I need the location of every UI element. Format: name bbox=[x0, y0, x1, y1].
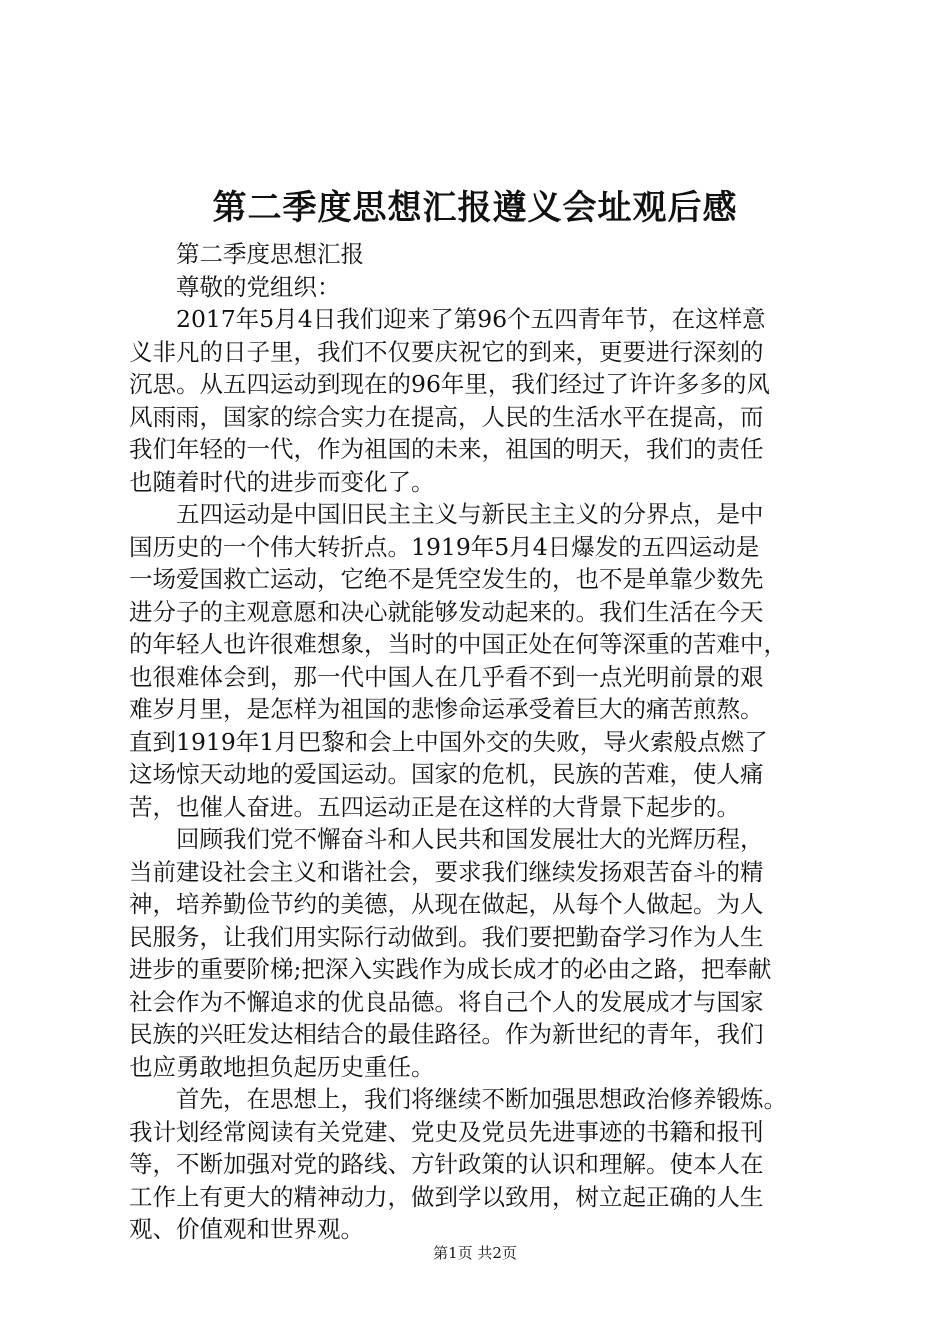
body-line: 这场惊天动地的爱国运动。国家的危机，民族的苦难，使人痛 bbox=[129, 760, 764, 788]
body-line: 进步的重要阶梯;把深入实践作为成长成才的必由之路，把奉献 bbox=[129, 955, 772, 983]
body-line: 也随着时代的进步而变化了。 bbox=[129, 467, 435, 496]
body-line: 也应勇敢地担负起历史重任。 bbox=[129, 1052, 435, 1081]
body-line: 风雨雨，国家的综合实力在提高，人民的生活水平在提高，而 bbox=[129, 402, 764, 431]
body-line: 回顾我们党不懈奋斗和人民共和国发展壮大的光辉历程， bbox=[176, 825, 764, 853]
body-line: 苦，也催人奋进。五四运动正是在这样的大背景下起步的。 bbox=[129, 792, 740, 821]
body-line: 尊敬的党组织： bbox=[176, 272, 341, 301]
body-line: 五四运动是中国旧民主主义与新民主主义的分界点，是中 bbox=[176, 500, 764, 528]
body-line: 义非凡的日子里，我们不仅要庆祝它的到来，更要进行深刻的 bbox=[129, 337, 764, 366]
body-line: 进分子的主观意愿和决心就能够发动起来的。我们生活在今天 bbox=[129, 597, 764, 626]
page-footer: 第1页 共2页 bbox=[433, 1244, 517, 1262]
body-line: 的年轻人也许很难想象，当时的中国正处在何等深重的苦难中， bbox=[129, 630, 787, 658]
body-line: 观、价值观和世界观。 bbox=[129, 1215, 364, 1243]
body-line: 第二季度思想汇报 bbox=[176, 240, 364, 268]
body-line: 民族的兴旺发达相结合的最佳路径。作为新世纪的青年，我们 bbox=[129, 1020, 764, 1048]
body-line: 难岁月里，是怎样为祖国的悲惨命运承受着巨大的痛苦煎熬。 bbox=[129, 695, 764, 723]
body-line: 社会作为不懈追求的优良品德。将自己个人的发展成才与国家 bbox=[129, 987, 764, 1016]
body-line: 神，培养勤俭节约的美德，从现在做起，从每个人做起。为人 bbox=[129, 890, 764, 918]
body-line: 直到1919年1月巴黎和会上中国外交的失败，导火索般点燃了 bbox=[129, 727, 768, 756]
body-line: 民服务，让我们用实际行动做到。我们要把勤奋学习作为人生 bbox=[129, 922, 764, 951]
body-line: 一场爱国救亡运动，它绝不是凭空发生的，也不是单靠少数先 bbox=[129, 565, 764, 593]
document-body bbox=[129, 238, 837, 1246]
body-line: 2017年5月4日我们迎来了第96个五四青年节，在这样意 bbox=[176, 305, 766, 333]
body-line: 当前建设社会主义和谐社会，要求我们继续发扬艰苦奋斗的精 bbox=[129, 857, 764, 886]
body-line: 工作上有更大的精神动力，做到学以致用，树立起正确的人生 bbox=[129, 1182, 764, 1211]
body-line: 国历史的一个伟大转折点。1919年5月4日爆发的五四运动是 bbox=[129, 532, 760, 561]
body-line: 等，不断加强对党的路线、方针政策的认识和理解。使本人在 bbox=[129, 1150, 764, 1178]
document-title: 第二季度思想汇报遵义会址观后感 bbox=[212, 188, 738, 228]
body-line: 我们年轻的一代，作为祖国的未来，祖国的明天，我们的责任 bbox=[129, 435, 764, 463]
body-line: 首先，在思想上，我们将继续不断加强思想政治修养锻炼。 bbox=[176, 1085, 787, 1113]
body-line: 沉思。从五四运动到现在的96年里，我们经过了许许多多的风 bbox=[129, 370, 770, 398]
body-line: 也很难体会到，那一代中国人在几乎看不到一点光明前景的艰 bbox=[129, 662, 764, 691]
body-line: 我计划经常阅读有关党建、党史及党员先进事迹的书籍和报刊 bbox=[129, 1117, 764, 1146]
